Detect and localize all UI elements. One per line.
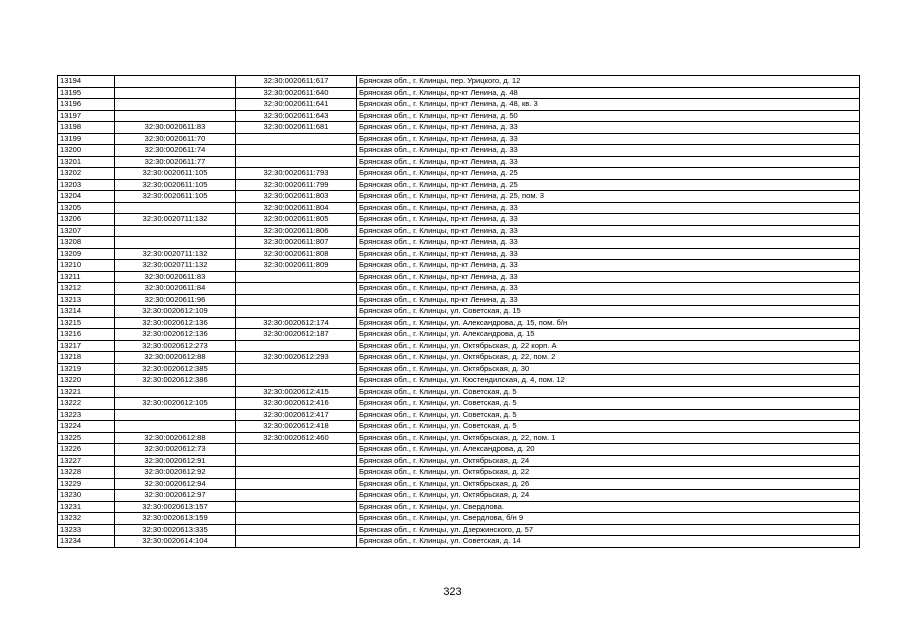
row-number-cell: 13213 bbox=[58, 294, 115, 306]
table-row bbox=[58, 409, 860, 421]
address-cell: Брянская обл., г. Клинцы, ул. Советская, д. 5 bbox=[357, 386, 860, 398]
row-number-cell: 13196 bbox=[58, 99, 115, 111]
land-cadastral-number-cell: 32:30:0020611:70 bbox=[115, 133, 236, 145]
row-number-cell: 13205 bbox=[58, 202, 115, 214]
land-cadastral-number-cell: 32:30:0020613:157 bbox=[115, 501, 236, 513]
address-cell: Брянская обл., г. Клинцы, ул. Октябрьская, д. 22 корп. А bbox=[357, 340, 860, 352]
table-row bbox=[58, 294, 860, 306]
object-cadastral-number-cell: 32:30:0020611:806 bbox=[236, 225, 357, 237]
table-row bbox=[58, 271, 860, 283]
object-cadastral-number-cell bbox=[236, 271, 357, 283]
row-number-cell: 13215 bbox=[58, 317, 115, 329]
table-row bbox=[58, 467, 860, 479]
object-cadastral-number-cell: 32:30:0020612:418 bbox=[236, 421, 357, 433]
table-row bbox=[58, 501, 860, 513]
address-cell: Брянская обл., г. Клинцы, ул. Советская, д. 5 bbox=[357, 398, 860, 410]
object-cadastral-number-cell bbox=[236, 133, 357, 145]
address-cell: Брянская обл., г. Клинцы, пр-кт Ленина, д. 25, пом. 3 bbox=[357, 191, 860, 203]
address-cell: Брянская обл., г. Клинцы, ул. Октябрьская, д. 26 bbox=[357, 478, 860, 490]
row-number-cell: 13208 bbox=[58, 237, 115, 249]
address-cell: Брянская обл., г. Клинцы, пр-кт Ленина, д. 33 bbox=[357, 237, 860, 249]
row-number-cell: 13194 bbox=[58, 76, 115, 88]
page-number: 323 bbox=[443, 586, 462, 598]
address-cell: Брянская обл., г. Клинцы, пр-кт Ленина, д. 33 bbox=[357, 202, 860, 214]
object-cadastral-number-cell: 32:30:0020611:809 bbox=[236, 260, 357, 272]
address-cell: Брянская обл., г. Клинцы, пр-кт Ленина, д. 33 bbox=[357, 271, 860, 283]
land-cadastral-number-cell: 32:30:0020612:88 bbox=[115, 432, 236, 444]
table-row bbox=[58, 122, 860, 134]
table-row bbox=[58, 536, 860, 548]
object-cadastral-number-cell: 32:30:0020611:617 bbox=[236, 76, 357, 88]
address-cell: Брянская обл., г. Клинцы, ул. Октябрьская, д. 24 bbox=[357, 490, 860, 502]
row-number-cell: 13230 bbox=[58, 490, 115, 502]
row-number-cell: 13198 bbox=[58, 122, 115, 134]
land-cadastral-number-cell: 32:30:0020612:97 bbox=[115, 490, 236, 502]
object-cadastral-number-cell bbox=[236, 536, 357, 548]
object-cadastral-number-cell bbox=[236, 455, 357, 467]
object-cadastral-number-cell bbox=[236, 283, 357, 295]
land-cadastral-number-cell bbox=[115, 225, 236, 237]
address-cell: Брянская обл., г. Клинцы, пр-кт Ленина, д. 33 bbox=[357, 122, 860, 134]
land-cadastral-number-cell bbox=[115, 99, 236, 111]
table-row bbox=[58, 237, 860, 249]
address-cell: Брянская обл., г. Клинцы, пр-кт Ленина, д. 48, кв. 3 bbox=[357, 99, 860, 111]
table-row bbox=[58, 168, 860, 180]
registry-table bbox=[57, 75, 860, 548]
address-cell: Брянская обл., г. Клинцы, ул. Октябрьская, д. 24 bbox=[357, 455, 860, 467]
table-row bbox=[58, 432, 860, 444]
object-cadastral-number-cell bbox=[236, 294, 357, 306]
object-cadastral-number-cell: 32:30:0020611:808 bbox=[236, 248, 357, 260]
row-number-cell: 13199 bbox=[58, 133, 115, 145]
row-number-cell: 13214 bbox=[58, 306, 115, 318]
land-cadastral-number-cell: 32:30:0020612:109 bbox=[115, 306, 236, 318]
object-cadastral-number-cell: 32:30:0020611:641 bbox=[236, 99, 357, 111]
address-cell: Брянская обл., г. Клинцы, пр-кт Ленина, д. 33 bbox=[357, 214, 860, 226]
row-number-cell: 13231 bbox=[58, 501, 115, 513]
table-row bbox=[58, 398, 860, 410]
object-cadastral-number-cell bbox=[236, 501, 357, 513]
address-cell: Брянская обл., г. Клинцы, ул. Советская, д. 5 bbox=[357, 421, 860, 433]
row-number-cell: 13234 bbox=[58, 536, 115, 548]
land-cadastral-number-cell: 32:30:0020611:74 bbox=[115, 145, 236, 157]
object-cadastral-number-cell: 32:30:0020612:415 bbox=[236, 386, 357, 398]
object-cadastral-number-cell: 32:30:0020611:803 bbox=[236, 191, 357, 203]
table-row bbox=[58, 444, 860, 456]
table-row bbox=[58, 490, 860, 502]
land-cadastral-number-cell: 32:30:0020611:105 bbox=[115, 168, 236, 180]
object-cadastral-number-cell bbox=[236, 513, 357, 525]
land-cadastral-number-cell bbox=[115, 386, 236, 398]
object-cadastral-number-cell: 32:30:0020612:417 bbox=[236, 409, 357, 421]
object-cadastral-number-cell bbox=[236, 363, 357, 375]
table-row bbox=[58, 421, 860, 433]
row-number-cell: 13201 bbox=[58, 156, 115, 168]
object-cadastral-number-cell: 32:30:0020611:681 bbox=[236, 122, 357, 134]
row-number-cell: 13204 bbox=[58, 191, 115, 203]
address-cell: Брянская обл., г. Клинцы, ул. Октябрьская, д. 22, пом. 1 bbox=[357, 432, 860, 444]
address-cell: Брянская обл., г. Клинцы, ул. Кюстендилская, д. 4, пом. 12 bbox=[357, 375, 860, 387]
object-cadastral-number-cell: 32:30:0020611:799 bbox=[236, 179, 357, 191]
address-cell: Брянская обл., г. Клинцы, ул. Советская, д. 5 bbox=[357, 409, 860, 421]
table-row bbox=[58, 99, 860, 111]
row-number-cell: 13209 bbox=[58, 248, 115, 260]
table-row bbox=[58, 386, 860, 398]
object-cadastral-number-cell: 32:30:0020611:807 bbox=[236, 237, 357, 249]
row-number-cell: 13207 bbox=[58, 225, 115, 237]
table-row bbox=[58, 110, 860, 122]
object-cadastral-number-cell bbox=[236, 444, 357, 456]
land-cadastral-number-cell bbox=[115, 409, 236, 421]
row-number-cell: 13216 bbox=[58, 329, 115, 341]
row-number-cell: 13224 bbox=[58, 421, 115, 433]
land-cadastral-number-cell: 32:30:0020612:386 bbox=[115, 375, 236, 387]
land-cadastral-number-cell: 32:30:0020613:335 bbox=[115, 524, 236, 536]
address-cell: Брянская обл., г. Клинцы, ул. Дзержинского, д. 57 bbox=[357, 524, 860, 536]
table-row bbox=[58, 156, 860, 168]
table-row bbox=[58, 317, 860, 329]
address-cell: Брянская обл., г. Клинцы, ул. Октябрьская, д. 22, пом. 2 bbox=[357, 352, 860, 364]
address-cell: Брянская обл., г. Клинцы, ул. Свердлова, б/н 9 bbox=[357, 513, 860, 525]
table-row bbox=[58, 202, 860, 214]
table-row bbox=[58, 76, 860, 88]
land-cadastral-number-cell: 32:30:0020611:83 bbox=[115, 271, 236, 283]
table-row bbox=[58, 455, 860, 467]
object-cadastral-number-cell: 32:30:0020611:640 bbox=[236, 87, 357, 99]
table-row bbox=[58, 133, 860, 145]
table-row bbox=[58, 225, 860, 237]
registry-table-body bbox=[58, 76, 860, 548]
object-cadastral-number-cell: 32:30:0020612:460 bbox=[236, 432, 357, 444]
land-cadastral-number-cell bbox=[115, 202, 236, 214]
object-cadastral-number-cell bbox=[236, 156, 357, 168]
object-cadastral-number-cell: 32:30:0020612:174 bbox=[236, 317, 357, 329]
land-cadastral-number-cell: 32:30:0020611:77 bbox=[115, 156, 236, 168]
table-row bbox=[58, 191, 860, 203]
table-row bbox=[58, 375, 860, 387]
row-number-cell: 13229 bbox=[58, 478, 115, 490]
object-cadastral-number-cell: 32:30:0020612:187 bbox=[236, 329, 357, 341]
row-number-cell: 13219 bbox=[58, 363, 115, 375]
row-number-cell: 13195 bbox=[58, 87, 115, 99]
address-cell: Брянская обл., г. Клинцы, ул. Александрова, д. 20 bbox=[357, 444, 860, 456]
table-row bbox=[58, 87, 860, 99]
row-number-cell: 13200 bbox=[58, 145, 115, 157]
land-cadastral-number-cell: 32:30:0020612:136 bbox=[115, 329, 236, 341]
row-number-cell: 13222 bbox=[58, 398, 115, 410]
land-cadastral-number-cell: 32:30:0020611:105 bbox=[115, 179, 236, 191]
land-cadastral-number-cell: 32:30:0020711:132 bbox=[115, 214, 236, 226]
land-cadastral-number-cell bbox=[115, 76, 236, 88]
address-cell: Брянская обл., г. Клинцы, пр-кт Ленина, д. 33 bbox=[357, 145, 860, 157]
address-cell: Брянская обл., г. Клинцы, пр-кт Ленина, д. 33 bbox=[357, 260, 860, 272]
row-number-cell: 13225 bbox=[58, 432, 115, 444]
object-cadastral-number-cell bbox=[236, 145, 357, 157]
row-number-cell: 13227 bbox=[58, 455, 115, 467]
table-row bbox=[58, 352, 860, 364]
address-cell: Брянская обл., г. Клинцы, ул. Октябрьская, д. 30 bbox=[357, 363, 860, 375]
address-cell: Брянская обл., г. Клинцы, ул. Александрова, д. 15, пом. б/н bbox=[357, 317, 860, 329]
row-number-cell: 13206 bbox=[58, 214, 115, 226]
land-cadastral-number-cell: 32:30:0020711:132 bbox=[115, 248, 236, 260]
row-number-cell: 13233 bbox=[58, 524, 115, 536]
row-number-cell: 13210 bbox=[58, 260, 115, 272]
object-cadastral-number-cell bbox=[236, 375, 357, 387]
address-cell: Брянская обл., г. Клинцы, пр-кт Ленина, д. 25 bbox=[357, 168, 860, 180]
object-cadastral-number-cell: 32:30:0020612:416 bbox=[236, 398, 357, 410]
object-cadastral-number-cell: 32:30:0020611:643 bbox=[236, 110, 357, 122]
table-row bbox=[58, 260, 860, 272]
object-cadastral-number-cell bbox=[236, 478, 357, 490]
row-number-cell: 13228 bbox=[58, 467, 115, 479]
table-row bbox=[58, 248, 860, 260]
land-cadastral-number-cell: 32:30:0020613:159 bbox=[115, 513, 236, 525]
land-cadastral-number-cell: 32:30:0020611:105 bbox=[115, 191, 236, 203]
row-number-cell: 13232 bbox=[58, 513, 115, 525]
land-cadastral-number-cell: 32:30:0020711:132 bbox=[115, 260, 236, 272]
land-cadastral-number-cell: 32:30:0020612:91 bbox=[115, 455, 236, 467]
object-cadastral-number-cell bbox=[236, 340, 357, 352]
land-cadastral-number-cell: 32:30:0020612:94 bbox=[115, 478, 236, 490]
table-row bbox=[58, 524, 860, 536]
table-row bbox=[58, 306, 860, 318]
row-number-cell: 13197 bbox=[58, 110, 115, 122]
object-cadastral-number-cell bbox=[236, 524, 357, 536]
address-cell: Брянская обл., г. Клинцы, пр-кт Ленина, д. 33 bbox=[357, 294, 860, 306]
object-cadastral-number-cell bbox=[236, 490, 357, 502]
object-cadastral-number-cell: 32:30:0020612:293 bbox=[236, 352, 357, 364]
address-cell: Брянская обл., г. Клинцы, пр-кт Ленина, д. 50 bbox=[357, 110, 860, 122]
row-number-cell: 13217 bbox=[58, 340, 115, 352]
object-cadastral-number-cell bbox=[236, 306, 357, 318]
address-cell: Брянская обл., г. Клинцы, ул. Советская, д. 14 bbox=[357, 536, 860, 548]
row-number-cell: 13223 bbox=[58, 409, 115, 421]
object-cadastral-number-cell: 32:30:0020611:793 bbox=[236, 168, 357, 180]
address-cell: Брянская обл., г. Клинцы, пр-кт Ленина, д. 48 bbox=[357, 87, 860, 99]
row-number-cell: 13202 bbox=[58, 168, 115, 180]
land-cadastral-number-cell: 32:30:0020612:273 bbox=[115, 340, 236, 352]
address-cell: Брянская обл., г. Клинцы, ул. Свердлова. bbox=[357, 501, 860, 513]
table-row bbox=[58, 329, 860, 341]
address-cell: Брянская обл., г. Клинцы, ул. Советская, д. 15 bbox=[357, 306, 860, 318]
land-cadastral-number-cell bbox=[115, 110, 236, 122]
land-cadastral-number-cell: 32:30:0020612:385 bbox=[115, 363, 236, 375]
address-cell: Брянская обл., г. Клинцы, пр-кт Ленина, д. 33 bbox=[357, 133, 860, 145]
table-row bbox=[58, 363, 860, 375]
address-cell: Брянская обл., г. Клинцы, пр-кт Ленина, д. 33 bbox=[357, 283, 860, 295]
row-number-cell: 13221 bbox=[58, 386, 115, 398]
table-row bbox=[58, 214, 860, 226]
land-cadastral-number-cell: 32:30:0020611:84 bbox=[115, 283, 236, 295]
address-cell: Брянская обл., г. Клинцы, пр-кт Ленина, д. 25 bbox=[357, 179, 860, 191]
object-cadastral-number-cell: 32:30:0020611:805 bbox=[236, 214, 357, 226]
table-row bbox=[58, 478, 860, 490]
address-cell: Брянская обл., г. Клинцы, пер. Урицкого, д. 12 bbox=[357, 76, 860, 88]
table-row bbox=[58, 283, 860, 295]
table-row bbox=[58, 340, 860, 352]
land-cadastral-number-cell: 32:30:0020612:73 bbox=[115, 444, 236, 456]
object-cadastral-number-cell: 32:30:0020611:804 bbox=[236, 202, 357, 214]
row-number-cell: 13203 bbox=[58, 179, 115, 191]
address-cell: Брянская обл., г. Клинцы, пр-кт Ленина, д. 33 bbox=[357, 248, 860, 260]
address-cell: Брянская обл., г. Клинцы, ул. Александрова, д. 15 bbox=[357, 329, 860, 341]
address-cell: Брянская обл., г. Клинцы, пр-кт Ленина, д. 33 bbox=[357, 225, 860, 237]
table-row bbox=[58, 145, 860, 157]
land-cadastral-number-cell bbox=[115, 237, 236, 249]
land-cadastral-number-cell bbox=[115, 421, 236, 433]
address-cell: Брянская обл., г. Клинцы, пр-кт Ленина, д. 33 bbox=[357, 156, 860, 168]
table-row bbox=[58, 513, 860, 525]
land-cadastral-number-cell: 32:30:0020612:88 bbox=[115, 352, 236, 364]
land-cadastral-number-cell: 32:30:0020611:83 bbox=[115, 122, 236, 134]
land-cadastral-number-cell: 32:30:0020612:105 bbox=[115, 398, 236, 410]
address-cell: Брянская обл., г. Клинцы, ул. Октябрьская, д. 22 bbox=[357, 467, 860, 479]
land-cadastral-number-cell bbox=[115, 87, 236, 99]
object-cadastral-number-cell bbox=[236, 467, 357, 479]
row-number-cell: 13211 bbox=[58, 271, 115, 283]
land-cadastral-number-cell: 32:30:0020612:136 bbox=[115, 317, 236, 329]
land-cadastral-number-cell: 32:30:0020614:104 bbox=[115, 536, 236, 548]
land-cadastral-number-cell: 32:30:0020611:96 bbox=[115, 294, 236, 306]
land-cadastral-number-cell: 32:30:0020612:92 bbox=[115, 467, 236, 479]
row-number-cell: 13212 bbox=[58, 283, 115, 295]
table-row bbox=[58, 179, 860, 191]
row-number-cell: 13218 bbox=[58, 352, 115, 364]
row-number-cell: 13226 bbox=[58, 444, 115, 456]
row-number-cell: 13220 bbox=[58, 375, 115, 387]
